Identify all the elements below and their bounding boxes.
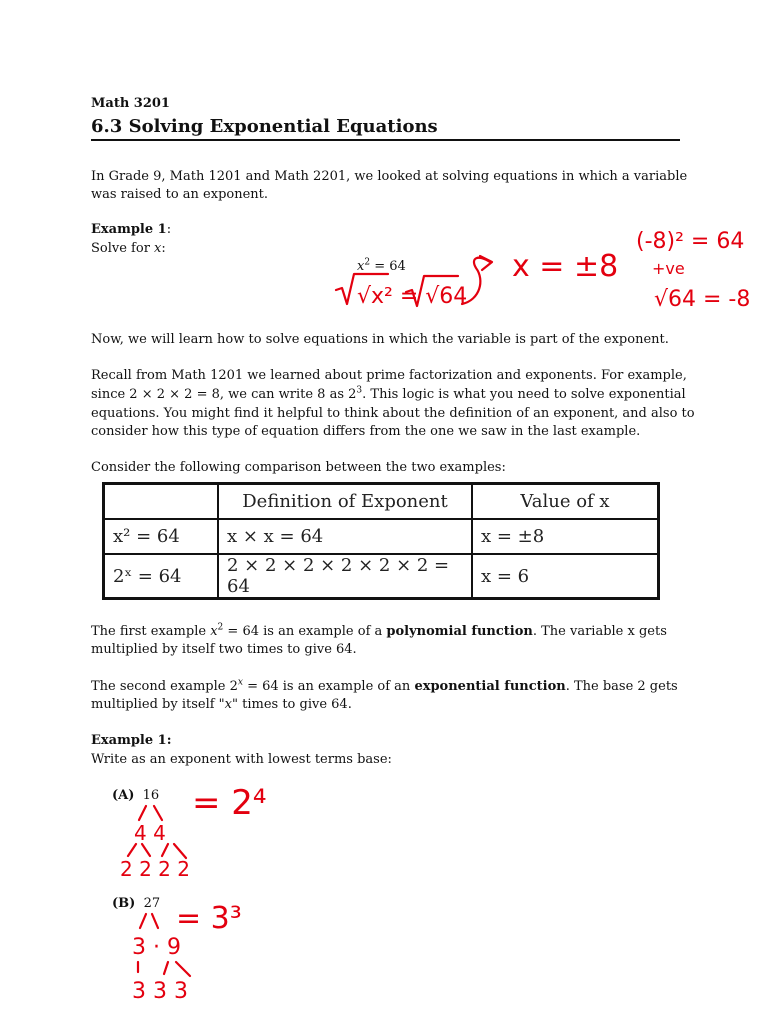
- table-cell: 2 × 2 × 2 × 2 × 2 × 2 = 64: [218, 554, 472, 599]
- table-cell: x² = 64: [104, 519, 219, 554]
- table-header-row: [104, 484, 659, 520]
- recall-line-4: consider how this type of equation differs from the one we saw in the last example.: [91, 424, 641, 439]
- recall-line-2: since 2 × 2 × 2 = 8, we can write 8 as $2^3$. This logic is what you need to solve exponential: [91, 385, 686, 402]
- table-header-cell: Value of x: [472, 484, 659, 520]
- factor-tree-row: 2 2 2 2: [120, 857, 190, 881]
- example-2-heading: Example 1:: [91, 733, 172, 748]
- arrow-icon: [462, 258, 490, 304]
- arrow-head-icon: [480, 256, 492, 270]
- tree-branch: [154, 806, 162, 820]
- table-row: [104, 519, 659, 554]
- tree-branch: [162, 844, 168, 856]
- tree-branch: [140, 914, 146, 928]
- handwritten-answer: = 3³: [176, 901, 242, 936]
- course-label: Math 3201: [91, 96, 170, 111]
- page-title: 6.3 Solving Exponential Equations: [91, 116, 438, 137]
- solve-for-line: Solve for x:: [91, 241, 166, 256]
- factor-tree-row: 3 3 3: [132, 979, 188, 1004]
- table-row: [104, 554, 659, 599]
- table-cell: 2ˣ = 64: [104, 554, 219, 599]
- consider-paragraph: Consider the following comparison between the two examples:: [91, 460, 506, 475]
- example-1-heading: Example 1:: [91, 222, 172, 237]
- handwritten-answer: = 2⁴: [192, 783, 267, 823]
- tree-branch: [176, 962, 190, 976]
- table-cell: x × x = 64: [218, 519, 472, 554]
- second-example-line-2: multiplied by itself "x" times to give 64.: [91, 697, 352, 712]
- handwritten-result: x = ±8: [512, 249, 619, 284]
- handwritten-note: +ve: [652, 259, 685, 278]
- tree-branch: [142, 844, 150, 856]
- tree-branch: [128, 844, 136, 856]
- table-cell: x = 6: [472, 554, 659, 599]
- tree-branch: [164, 962, 168, 974]
- now-paragraph: Now, we will learn how to solve equations in which the variable is part of the exponent.: [91, 332, 669, 347]
- tree-branch: [152, 914, 158, 928]
- intro-line-1: In Grade 9, Math 1201 and Math 2201, we looked at solving equations in which a variable: [91, 169, 688, 184]
- table-cell: x = ±8: [472, 519, 659, 554]
- handwritten-work: √x² = √64: [357, 284, 468, 309]
- radical-icon: [406, 276, 458, 306]
- table-header-cell: Definition of Exponent: [218, 484, 472, 520]
- second-example-line-1: The second example $2^x = 64$ is an example of an exponential function. The base 2 gets: [91, 677, 678, 694]
- title-underline: [91, 139, 680, 141]
- factor-tree-row: 3 · 9: [132, 935, 181, 960]
- intro-line-2: was raised to an exponent.: [91, 187, 269, 202]
- handwritten-check: √64 = -8: [654, 287, 751, 312]
- recall-line-1: Recall from Math 1201 we learned about prime factorization and exponents. For example,: [91, 368, 687, 383]
- handwritten-check: (-8)² = 64: [636, 229, 745, 254]
- part-a-label: (A) 16: [112, 788, 160, 803]
- factor-tree-row: 4 4: [134, 821, 166, 845]
- radical-icon: [336, 274, 388, 304]
- comparison-table: [102, 482, 660, 600]
- tree-branch: [139, 806, 146, 820]
- recall-line-3: equations. You might find it helpful to think about the definition of an exponent, and also to: [91, 406, 695, 421]
- first-example-line-2: multiplied by itself two times to give 64.: [91, 642, 357, 657]
- table-header-cell: [104, 484, 219, 520]
- example-1-equation: $x^2 = 64$: [357, 257, 406, 274]
- part-b-label: (B) 27: [112, 896, 161, 911]
- tree-branch: [174, 844, 186, 858]
- first-example-line-1: The first example $x^2 = 64$ is an example of a polynomial function. The variable x gets: [91, 622, 667, 639]
- example-2-instruction: Write as an exponent with lowest terms base:: [91, 752, 392, 767]
